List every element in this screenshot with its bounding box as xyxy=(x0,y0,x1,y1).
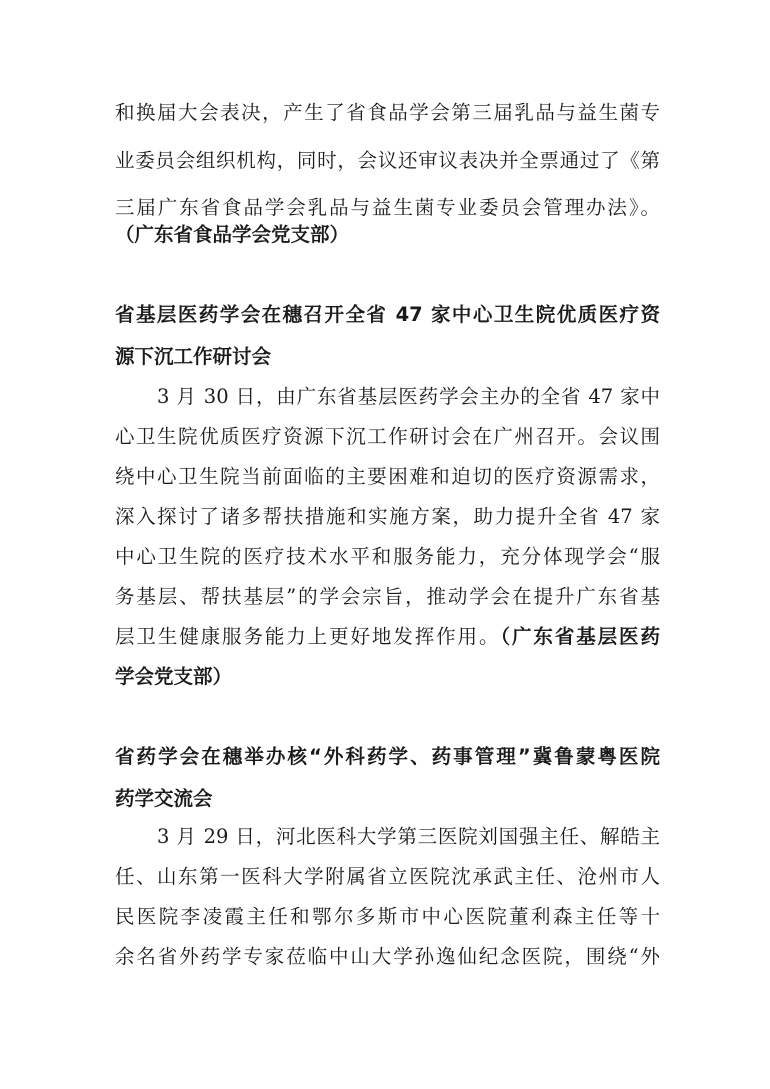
article1-line-2: 业委员会组织机构，同时，会议还审议表决并全票通过了《第 xyxy=(115,149,660,172)
article3-title-line-2: 药学交流会 xyxy=(115,787,213,810)
article2-line-4: 深入探讨了诸多帮扶措施和实施方案，助力提升全省 47 家 xyxy=(115,505,660,528)
article2-title-line-2: 源下沉工作研讨会 xyxy=(115,345,272,368)
article2-line-1: 3 月 30 日，由广东省基层医药学会主办的全省 47 家中 xyxy=(157,385,660,408)
article2-line-6: 务基层、帮扶基层”的学会宗旨，推动学会在提升广东省基 xyxy=(115,585,660,608)
article2-line-7-text: 层卫生健康服务能力上更好地发挥作用。 xyxy=(115,625,501,648)
article2-line-7 xyxy=(115,620,660,654)
article2-line-5: 中心卫生院的医疗技术水平和服务能力，充分体现学会“服 xyxy=(115,545,660,568)
article3-title-line-1: 省药学会在穗举办核“外科药学、药事管理”冀鲁蒙粤医院 xyxy=(115,745,660,768)
article2-source-inline: （广东省基层医药 xyxy=(500,625,660,648)
article2-line-3: 绕中心卫生院当前面临的主要困难和迫切的医疗资源需求， xyxy=(115,465,660,488)
article1-line-1: 和换届大会表决，产生了省食品学会第三届乳品与益生菌专 xyxy=(115,101,660,124)
article2-title-line-1: 省基层医药学会在穗召开全省 47 家中心卫生院优质医疗资 xyxy=(115,303,660,326)
article1-line-3: 三届广东省食品学会乳品与益生菌专业委员会管理办法》。 xyxy=(115,196,660,219)
article3-line-3: 民医院李凌霞主任和鄂尔多斯市中心医院董利森主任等十 xyxy=(115,905,660,928)
article2-source-tail: 学会党支部） xyxy=(115,665,233,688)
article1-source: （广东省食品学会党支部） xyxy=(115,223,350,246)
article3-line-2: 任、山东第一医科大学附属省立医院沈承武主任、沧州市人 xyxy=(115,865,660,888)
article3-line-4: 余名省外药学专家莅临中山大学孙逸仙纪念医院，围绕“外 xyxy=(115,945,660,968)
article3-line-1: 3 月 29 日，河北医科大学第三医院刘国强主任、解皓主 xyxy=(157,825,660,848)
article2-line-2: 心卫生院优质医疗资源下沉工作研讨会在广州召开。会议围 xyxy=(115,425,660,448)
